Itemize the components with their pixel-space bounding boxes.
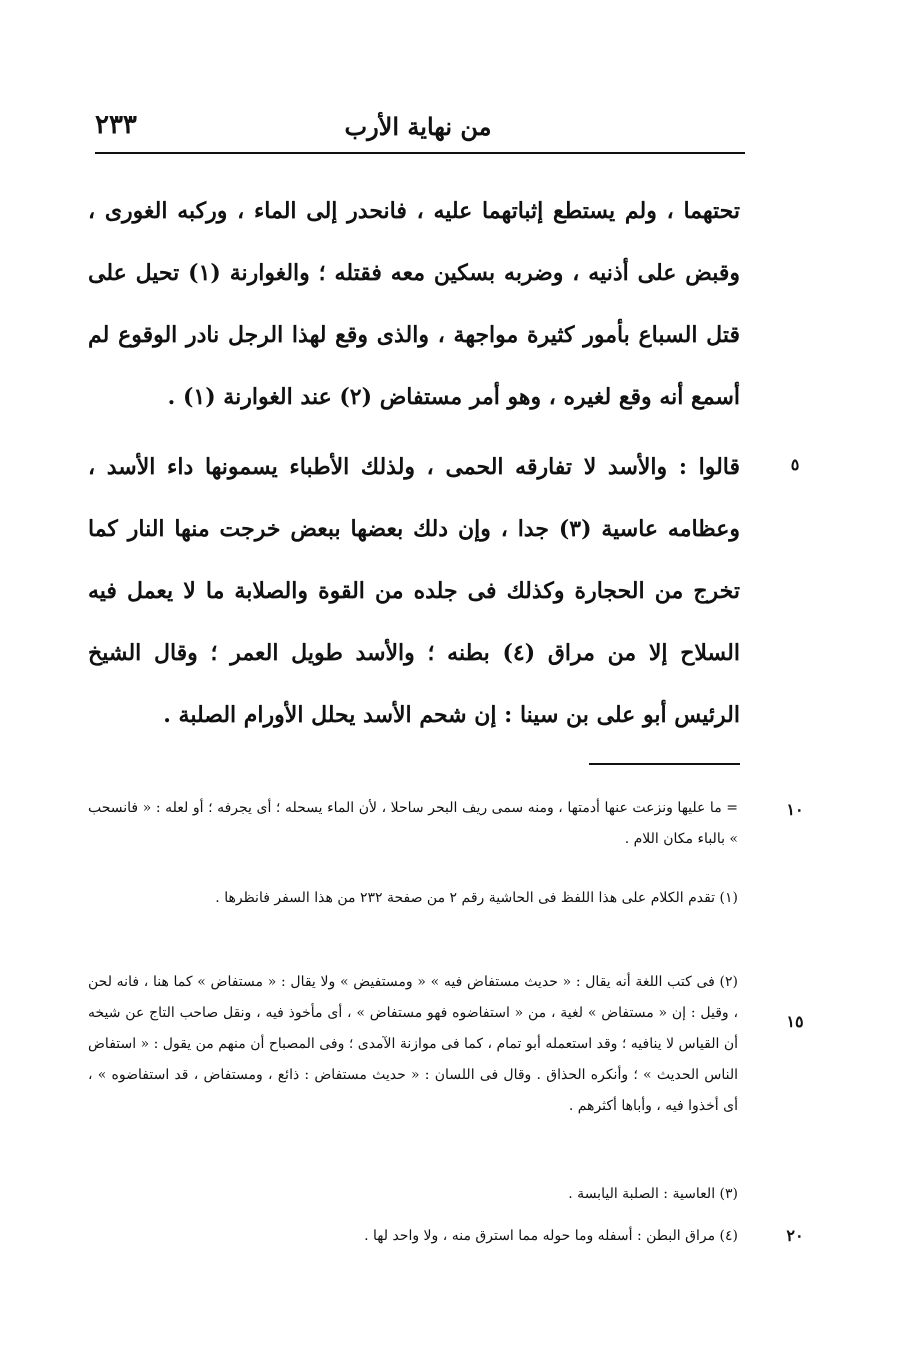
margin-line-number-20: ٢٠ [786,1226,804,1245]
margin-line-number-15: ١٥ [786,1012,804,1031]
footnote-rule [589,763,740,765]
footnote-continuation: = ما عليها ونزعت عنها أدمتها ، ومنه سمى ريف البحر ساحلا ، لأن الماء يسحله ؛ أى يجرفه ؛ أو لعله : « فانسحب » بالباء مكان اللام . [88,800,738,847]
body-paragraph-1: تحتهما ، ولم يستطع إثباتهما عليه ، فانحدر إلى الماء ، وركبه الغورى ، وقبض على أذنيه ، وضربه بسكين معه فقتله ؛ والغوارنة (١) تحيل على قتل السباع بأمور كثيرة مواجهة ، والذى وقع لهذا الرجل نادر الوقوع لم أسمع أنه وقع لغيره ، وهو أمر مستفاض (٢) عند الغوارنة (١) . [88,198,740,410]
margin-line-number-10: ١٠ [786,800,804,819]
footnote-1: (١) تقدم الكلام على هذا اللفظ فى الحاشية رقم ٢ من صفحة ٢٣٢ من هذا السفر فانظرها . [215,890,738,906]
running-title: من نهاية الأرب [344,112,492,141]
margin-line-number-5: ٥ [790,455,800,474]
footnote-2: (٢) فى كتب اللغة أنه يقال : « حديث مستفاض فيه » « ومستفيض » ولا يقال : « مستفاض » كما هنا ، فانه لحن ، وقيل : إن « مستفاض » لغية ، من « استفاضوه فهو مستفاض » ، أى مأخوذ فيه ، ونقل صاحب التاج عن شيخه أن القياس لا ينافيه ؛ وقد استعمله أبو تمام ، كما فى موازنة الآمدى ؛ وفى المصباح أن منهم من يقول : « استفاض الناس الحديث » ؛ وأنكره الحذاق . وقال فى اللسان : « حديث مستفاض : ذائع ، ومستفاض ، قد استفاضوه » ، أى أخذوا فيه ، وأباها أكثرهم . [88,974,738,1114]
footnote-4: (٤) مراق البطن : أسفله وما حوله مما استرق منه ، ولا واحد لها . [364,1228,738,1244]
page-header [95,110,741,144]
header-rule [95,152,745,154]
footnote-3: (٣) العاسية : الصلبة اليابسة . [568,1186,738,1202]
body-paragraph-2: قالوا : والأسد لا تفارقه الحمى ، ولذلك الأطباء يسمونها داء الأسد ، وعظامه عاسية (٣) جدا ، وإن دلك بعضها ببعض خرجت منها النار كما تخرج من الحجارة وكذلك فى جلده من القوة والصلابة ما لا يعمل فيه السلاح إلا من مراق (٤) بطنه ؛ والأسد طويل العمر ؛ وقال الشيخ الرئيس أبو على بن سينا : إن شحم الأسد يحلل الأورام الصلبة . [88,454,740,728]
page-number: ٢٣٣ [95,110,137,140]
